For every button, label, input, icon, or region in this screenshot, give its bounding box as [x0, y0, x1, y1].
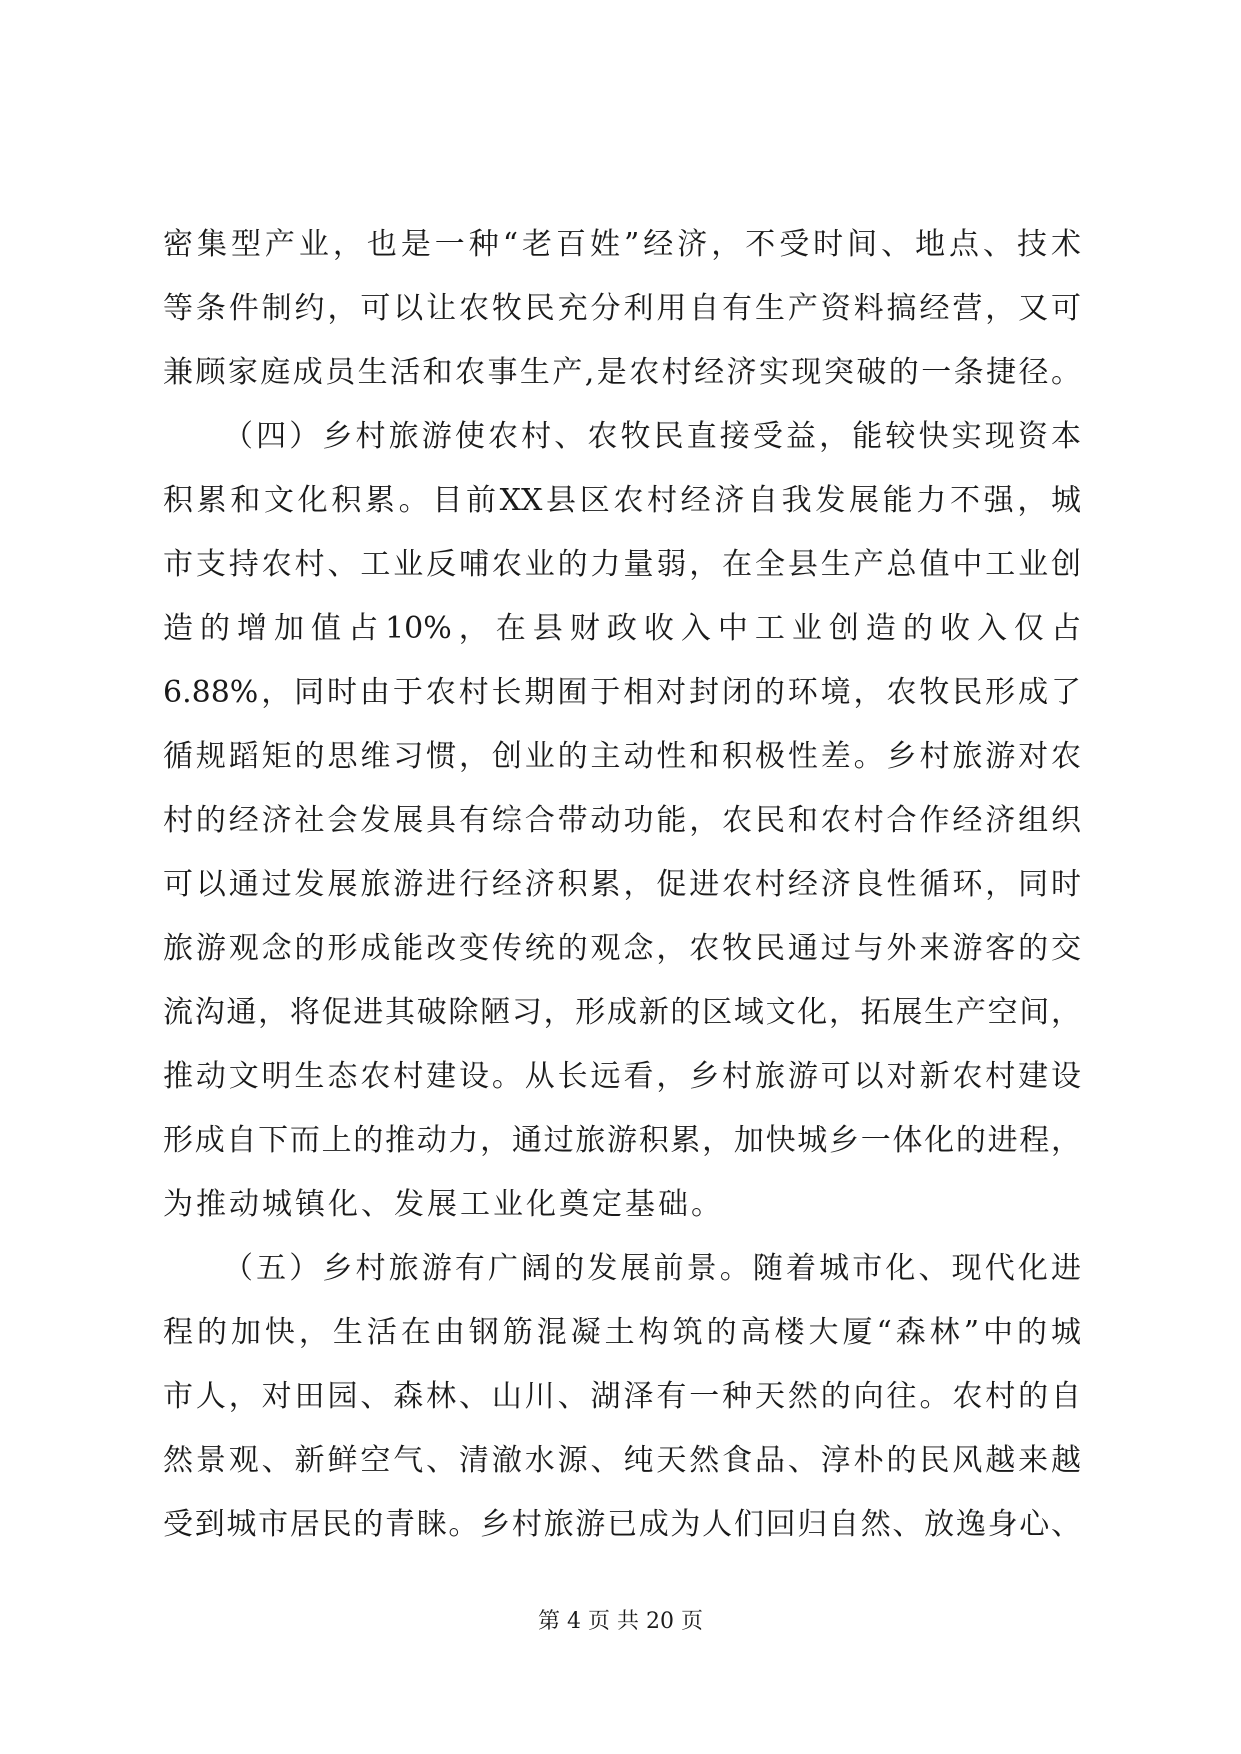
text-line: 市人，对田园、森林、山川、湖泽有一种天然的向往。农村的自: [163, 1379, 1081, 1414]
text-line: 旅游观念的形成能改变传统的观念，农牧民通过与外来游客的交: [163, 931, 1081, 966]
text-line: 形成自下而上的推动力，通过旅游积累，加快城乡一体化的进程，: [163, 1123, 1081, 1158]
text-line: 然景观、新鲜空气、清澈水源、纯天然食品、淳朴的民风越来越: [163, 1443, 1081, 1478]
text-line: 程的加快，生活在由钢筋混凝土构筑的高楼大厦“森林”中的城: [163, 1315, 1081, 1350]
text-line: 受到城市居民的青睐。乡村旅游已成为人们回归自然、放逸身心、: [163, 1507, 1081, 1542]
text-line: 可以通过发展旅游进行经济积累，促进农村经济良性循环，同时: [163, 867, 1081, 902]
body-text: [163, 229, 1081, 1573]
paragraph-heading-four: （四）乡村旅游使农村、农牧民直接受益，能较快实现资本: [223, 419, 1081, 454]
text-line: 积累和文化积累。目前XX县区农村经济自我发展能力不强，城: [163, 483, 1081, 518]
text-line: 6.88%，同时由于农村长期囿于相对封闭的环境，农牧民形成了: [163, 675, 1081, 710]
text-line: 为推动城镇化、发展工业化奠定基础。: [163, 1187, 724, 1222]
text-line: 密集型产业，也是一种“老百姓”经济，不受时间、地点、技术: [163, 227, 1081, 262]
text-line: 循规蹈矩的思维习惯，创业的主动性和积极性差。乡村旅游对农: [163, 739, 1081, 774]
text-line: 造的增加值占10%，在县财政收入中工业创造的收入仅占: [163, 611, 1081, 646]
paragraph-heading-five: （五）乡村旅游有广阔的发展前景。随着城市化、现代化进: [223, 1251, 1081, 1286]
text-line: 市支持农村、工业反哺农业的力量弱，在全县生产总值中工业创: [163, 547, 1081, 582]
page-footer: 第 4 页 共 20 页: [538, 1609, 703, 1634]
text-line: 推动文明生态农村建设。从长远看，乡村旅游可以对新农村建设: [163, 1059, 1081, 1094]
text-line: 流沟通，将促进其破除陋习，形成新的区域文化，拓展生产空间，: [163, 995, 1081, 1030]
text-line: 兼顾家庭成员生活和农事生产,是农村经济实现突破的一条捷径。: [163, 355, 1081, 390]
text-line: 村的经济社会发展具有综合带动功能，农民和农村合作经济组织: [163, 803, 1081, 838]
text-line: 等条件制约，可以让农牧民充分利用自有生产资料搞经营，又可: [163, 291, 1081, 326]
